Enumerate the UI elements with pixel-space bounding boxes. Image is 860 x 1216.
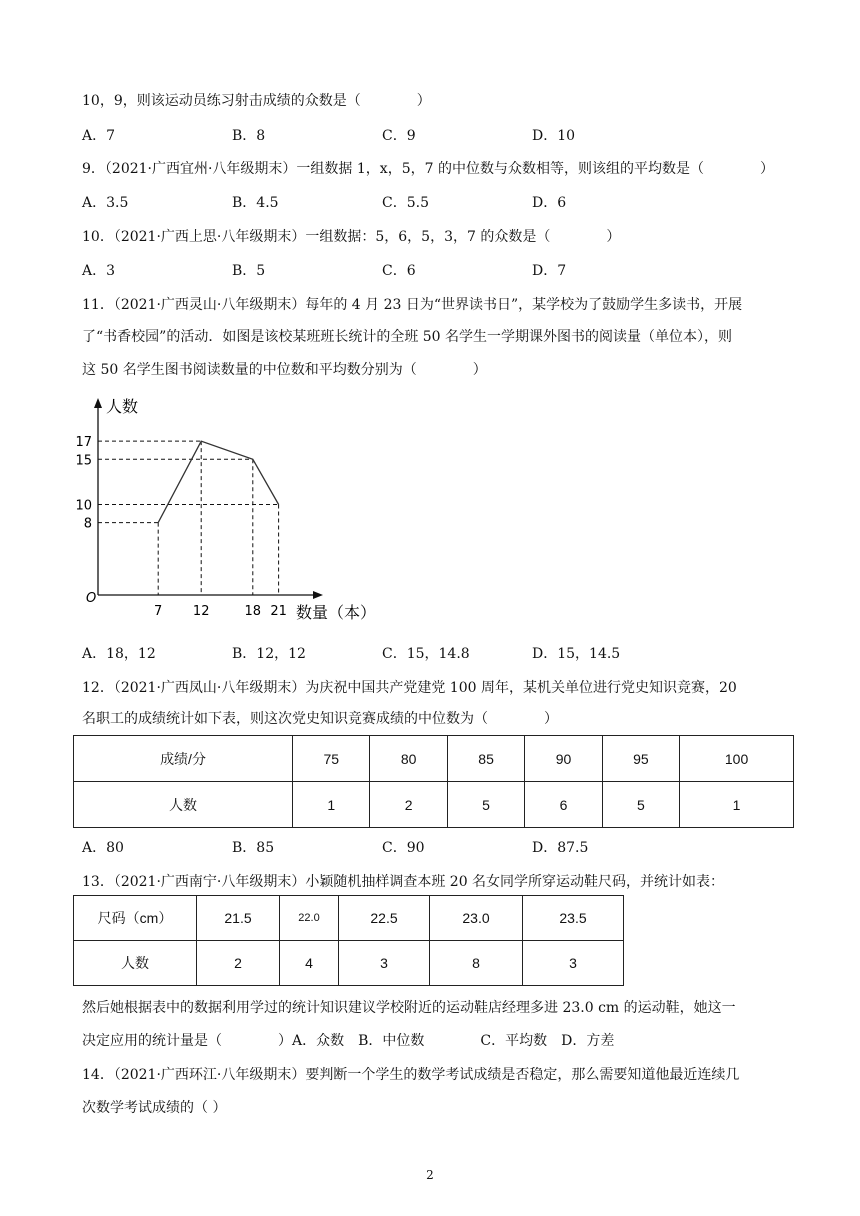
option-d: D．87.5 [532,840,589,856]
y-tick-8: 8 [83,516,92,532]
option-a: A．3 [82,263,116,279]
y-tick-10: 10 [75,498,92,514]
page-number: 2 [426,1168,434,1182]
table-cell: 人数 [74,782,293,828]
table-cell: 22.5 [339,896,430,941]
table-cell: 1 [293,782,370,828]
table-cell: 2 [197,941,280,986]
table-cell: 5 [602,782,679,828]
x-tick-18: 18 [244,604,262,619]
q8-options [82,125,782,145]
table-cell: 23.0 [430,896,523,941]
q11-line-3: 这 50 名学生图书阅读数量的中位数和平均数分别为（ ） [82,362,487,378]
option-c: C．15，14.8 [382,646,470,662]
y-tick-17: 17 [75,435,92,451]
table-cell: 95 [602,736,679,782]
option-c: C．6 [382,263,416,279]
option-d: D．7 [532,263,567,279]
q11-line-1: 11．（2021·广西灵山·八年级期末）每年的 4 月 23 日为“世界读书日”，某学校为了鼓励学生多读书，开展 [82,297,743,313]
q9-text: 9．（2021·广西宜州·八年级期末）一组数据 1，x，5，7 的中位数与众数相等，则该组的平均数是（ ） [82,161,774,177]
q13-line-2: 决定应用的统计量是（ ）A．众数 B．中位数 C．平均数 D．方差 [82,1033,615,1049]
q14-line-2: 次数学考试成绩的（ ） [82,1100,227,1116]
table-row [74,782,794,828]
q10-text: 10．（2021·广西上思·八年级期末）一组数据：5，6，5，3，7 的众数是（ ） [82,229,621,245]
table-cell: 85 [447,736,524,782]
option-a: A．18，12 [82,646,156,662]
q14-line-1: 14．（2021·广西环江·八年级期末）要判断一个学生的数学考试成绩是否稳定，那么需要知道他最近连续几 [82,1067,740,1083]
x-axis-label: 数量（本） [296,603,377,622]
x-tick-7: 7 [154,604,163,619]
table-cell: 1 [680,782,794,828]
series-line [158,441,278,522]
x-axis-arrow [313,591,323,599]
option-c: C．5.5 [382,195,429,211]
table-cell: 80 [370,736,447,782]
q8-tail: 10，9，则该运动员练习射击成绩的众数是（ ） [82,93,431,109]
origin-label: O [86,591,97,606]
option-a: A．80 [82,840,124,856]
x-tick-21: 21 [270,604,287,619]
q13-shoe-size-table [73,895,624,986]
option-b: B．85 [232,840,275,856]
q12-line-1: 12．（2021·广西凤山·八年级期末）为庆祝中国共产党建党 100 周年，某机关单位进行党史知识竞赛，20 [82,680,737,696]
option-c: C．90 [382,840,425,856]
option-b: B．8 [232,128,266,144]
q13-text: 13．（2021·广西南宁·八年级期末）小颖随机抽样调查本班 20 名女同学所穿运动鞋尺码，并统计如表： [82,874,725,890]
option-b: B．12，12 [232,646,306,662]
option-b: B．5 [232,263,266,279]
q9-options [82,192,782,212]
q12-options [82,837,782,857]
table-cell: 22.0 [280,896,339,941]
table-cell: 尺码（cm） [74,896,197,941]
table-cell: 4 [280,941,339,986]
y-axis-arrow [94,398,102,408]
table-cell: 21.5 [197,896,280,941]
table-cell: 成绩/分 [74,736,293,782]
option-d: D．10 [532,128,576,144]
y-tick-15: 15 [75,453,92,469]
table-cell: 5 [447,782,524,828]
table-cell: 23.5 [523,896,624,941]
x-tick-12: 12 [192,604,210,619]
option-a: A．3.5 [82,195,129,211]
table-cell: 人数 [74,941,197,986]
table-cell: 8 [430,941,523,986]
q12-line-2: 名职工的成绩统计如下表，则这次党史知识竞赛成绩的中位数为（ ） [82,711,558,727]
table-cell: 90 [525,736,602,782]
option-d: D．6 [532,195,567,211]
y-axis-label: 人数 [106,397,139,416]
q11-options [82,643,782,663]
table-cell: 3 [523,941,624,986]
q12-score-table [73,735,794,828]
q10-options [82,260,782,280]
table-cell: 2 [370,782,447,828]
q11-line-2: 了“书香校园”的活动．如图是该校某班班长统计的全班 50 名学生一学期课外图书的阅读量（单位本），则 [82,329,733,345]
table-row [74,941,624,986]
q13-line-1: 然后她根据表中的数据利用学过的统计知识建议学校附近的运动鞋店经理多进 23.0 cm 的运动鞋，她这一 [82,1000,736,1016]
option-a: A．7 [82,128,116,144]
table-cell: 75 [293,736,370,782]
option-b: B．4.5 [232,195,279,211]
table-row [74,736,794,782]
table-cell: 3 [339,941,430,986]
option-d: D．15，14.5 [532,646,621,662]
option-c: C．9 [382,128,416,144]
table-cell: 100 [680,736,794,782]
table-row [74,896,624,941]
table-cell: 6 [525,782,602,828]
reading-line-chart [75,390,378,630]
